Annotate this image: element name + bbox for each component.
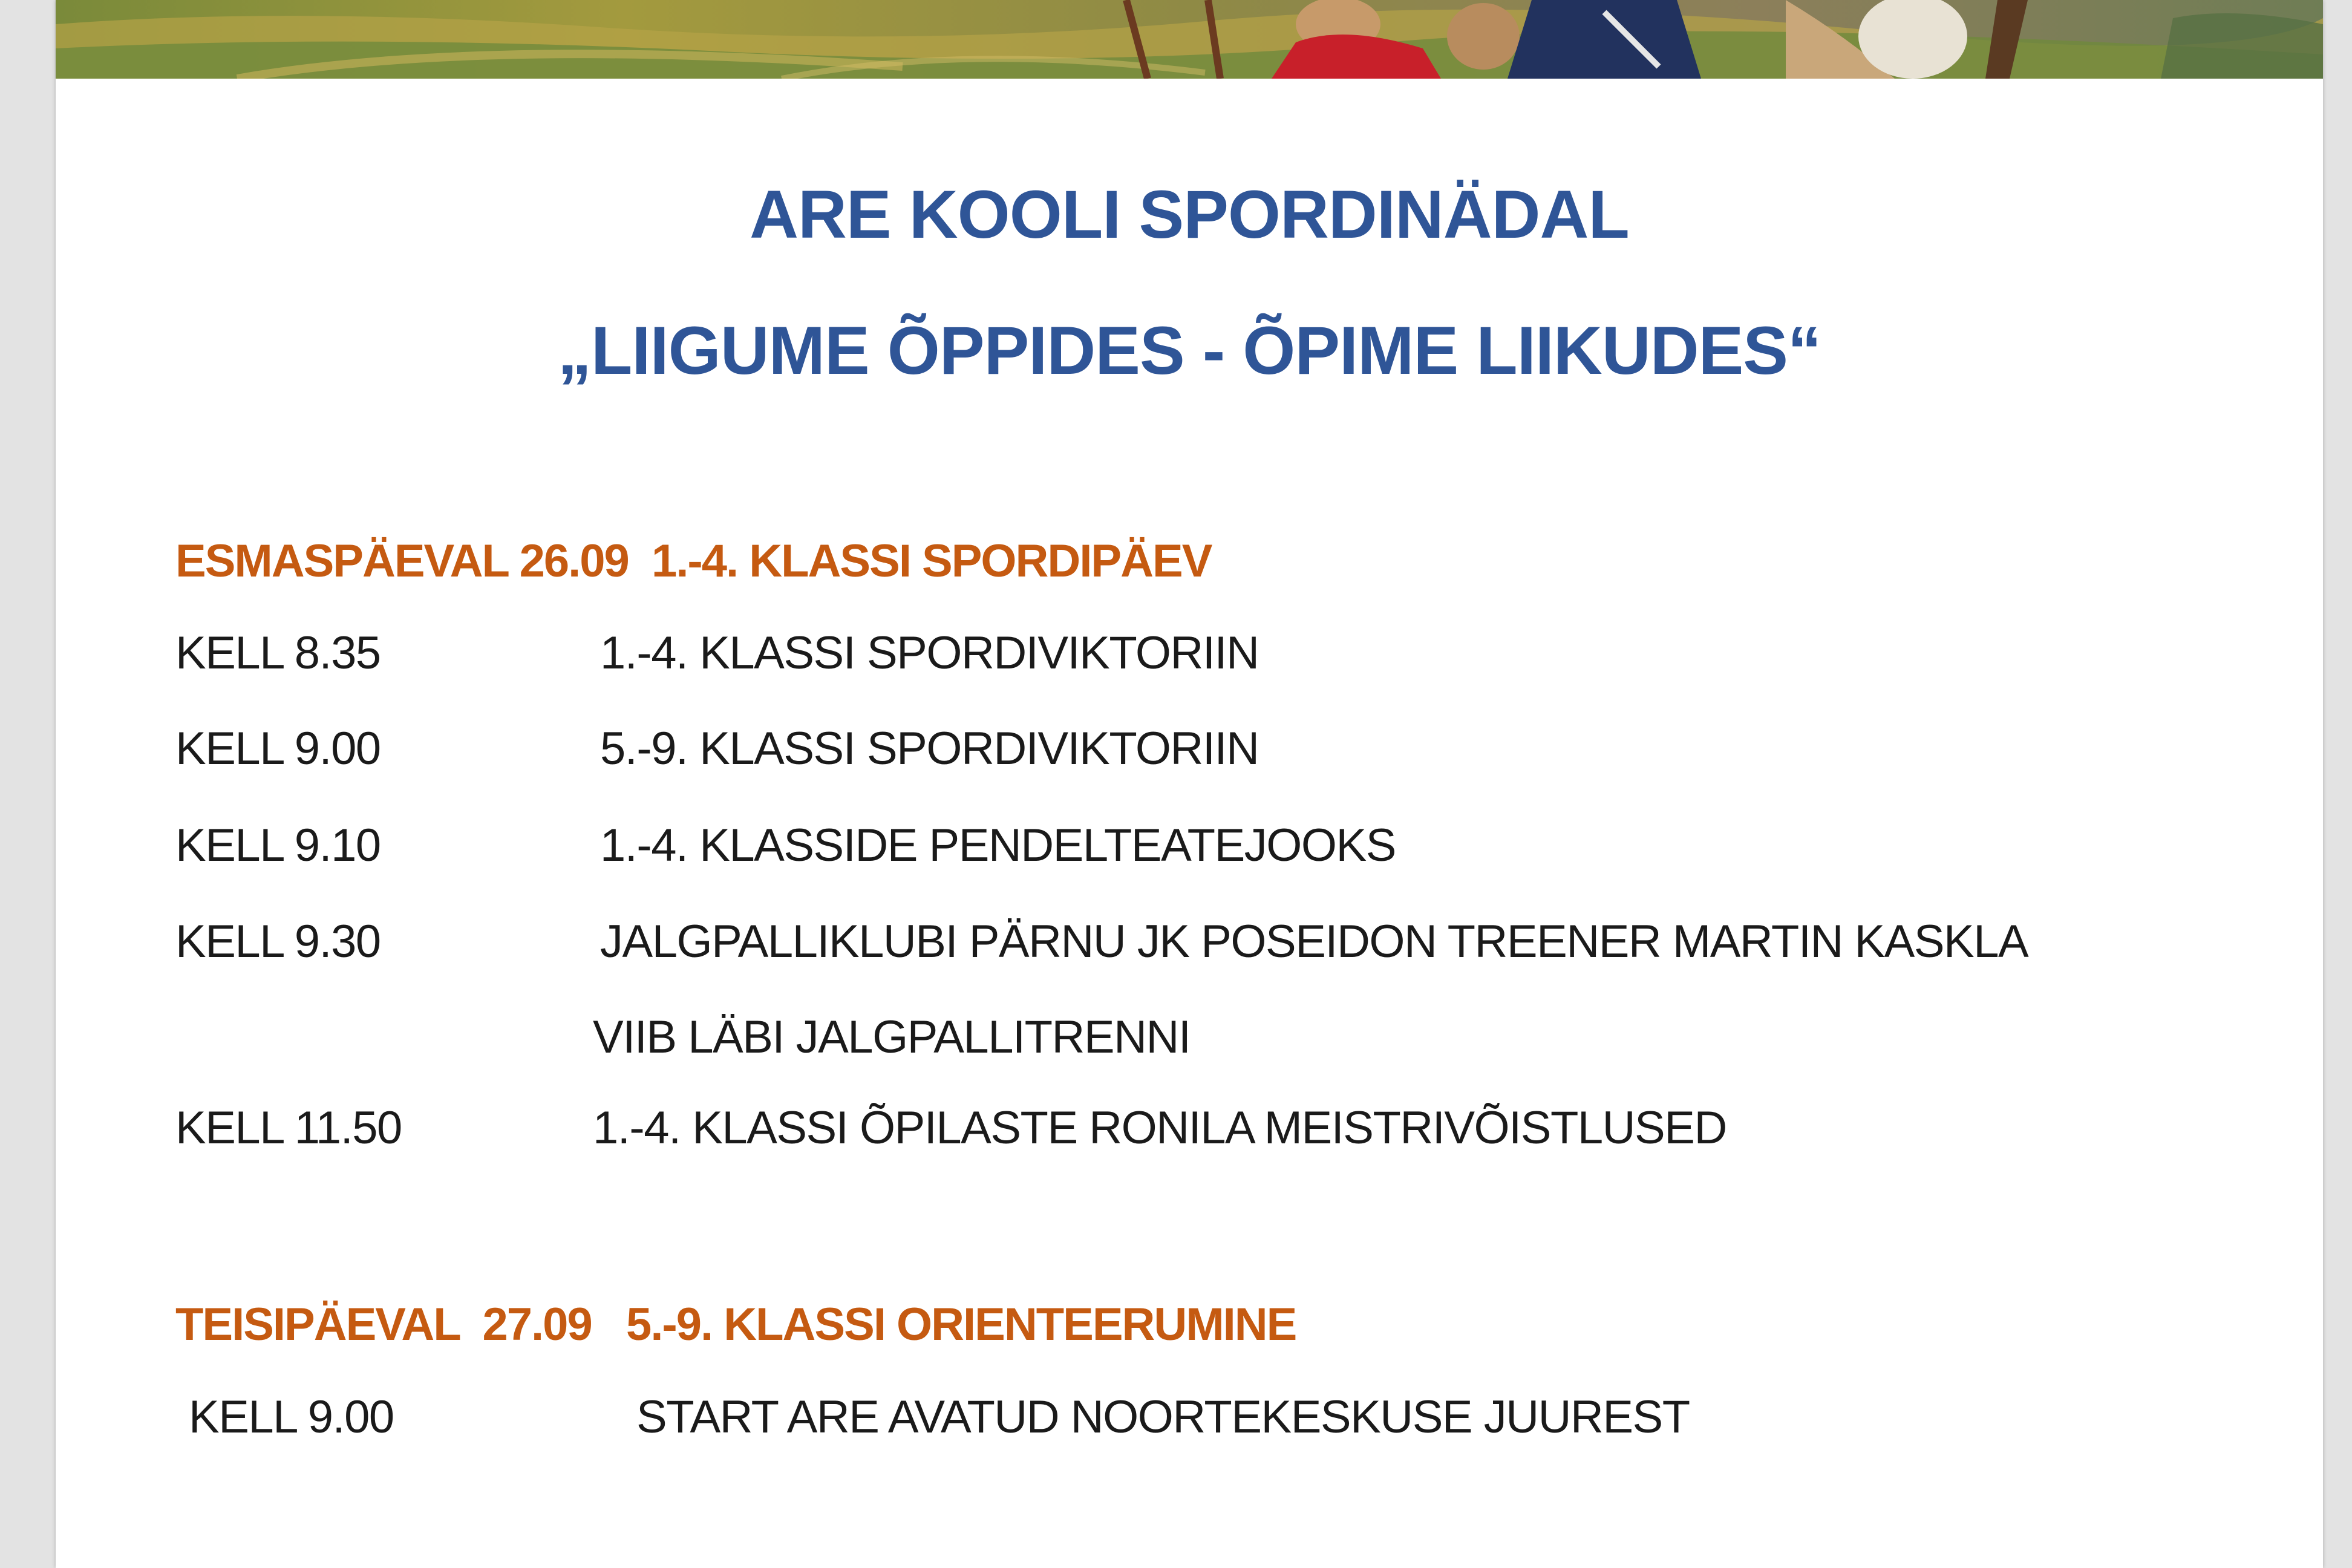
schedule-row	[175, 1387, 2232, 1448]
schedule-activity: VIIB LÄBI JALGPALLITRENNI	[593, 1011, 1191, 1063]
schedule-activity: 5.-9. KLASSI SPORDIVIKTORIIN	[600, 723, 1259, 774]
schedule-time: KELL 9.00	[189, 1391, 394, 1443]
schedule-row	[175, 623, 2232, 684]
section-heading-monday: ESMASPÄEVAL 26.09 1.-4. KLASSI SPORDIPÄEV	[175, 535, 1212, 587]
schedule-activity: JALGPALLIKLUBI PÄRNU JK POSEIDON TREENER MARTIN KASKLA	[600, 916, 2028, 967]
schedule-activity: 1.-4. KLASSI ÕPILASTE RONILA MEISTRIVÕISTLUSED	[593, 1102, 1726, 1154]
schedule-row-continuation	[175, 1007, 2232, 1068]
schedule-time: KELL 9.00	[175, 723, 381, 774]
banner-illustration	[56, 0, 2323, 79]
schedule-activity: 1.-4. KLASSI SPORDIVIKTORIIN	[600, 627, 1259, 679]
schedule-time: KELL 8.35	[175, 627, 381, 679]
document-subtitle: „LIIGUME ÕPPIDES - ÕPIME LIIKUDES“	[558, 313, 1821, 388]
schedule-time: KELL 11.50	[175, 1102, 402, 1154]
banner-image	[56, 0, 2323, 79]
document-title: ARE KOOLI SPORDINÄDAL	[750, 177, 1629, 252]
schedule-row	[175, 912, 2232, 972]
schedule-row	[175, 719, 2232, 779]
document-page	[56, 0, 2323, 1568]
section-heading-tuesday: TEISIPÄEVAL 27.09 5.-9. KLASSI ORIENTEERUMINE	[175, 1299, 1296, 1350]
schedule-row	[175, 1098, 2232, 1158]
schedule-activity: START ARE AVATUD NOORTEKESKUSE JUUREST	[636, 1391, 1690, 1443]
schedule-time: KELL 9.30	[175, 916, 381, 967]
schedule-activity: 1.-4. KLASSIDE PENDELTEATEJOOKS	[600, 820, 1396, 871]
schedule-time: KELL 9.10	[175, 820, 381, 871]
schedule-row	[175, 815, 2232, 876]
